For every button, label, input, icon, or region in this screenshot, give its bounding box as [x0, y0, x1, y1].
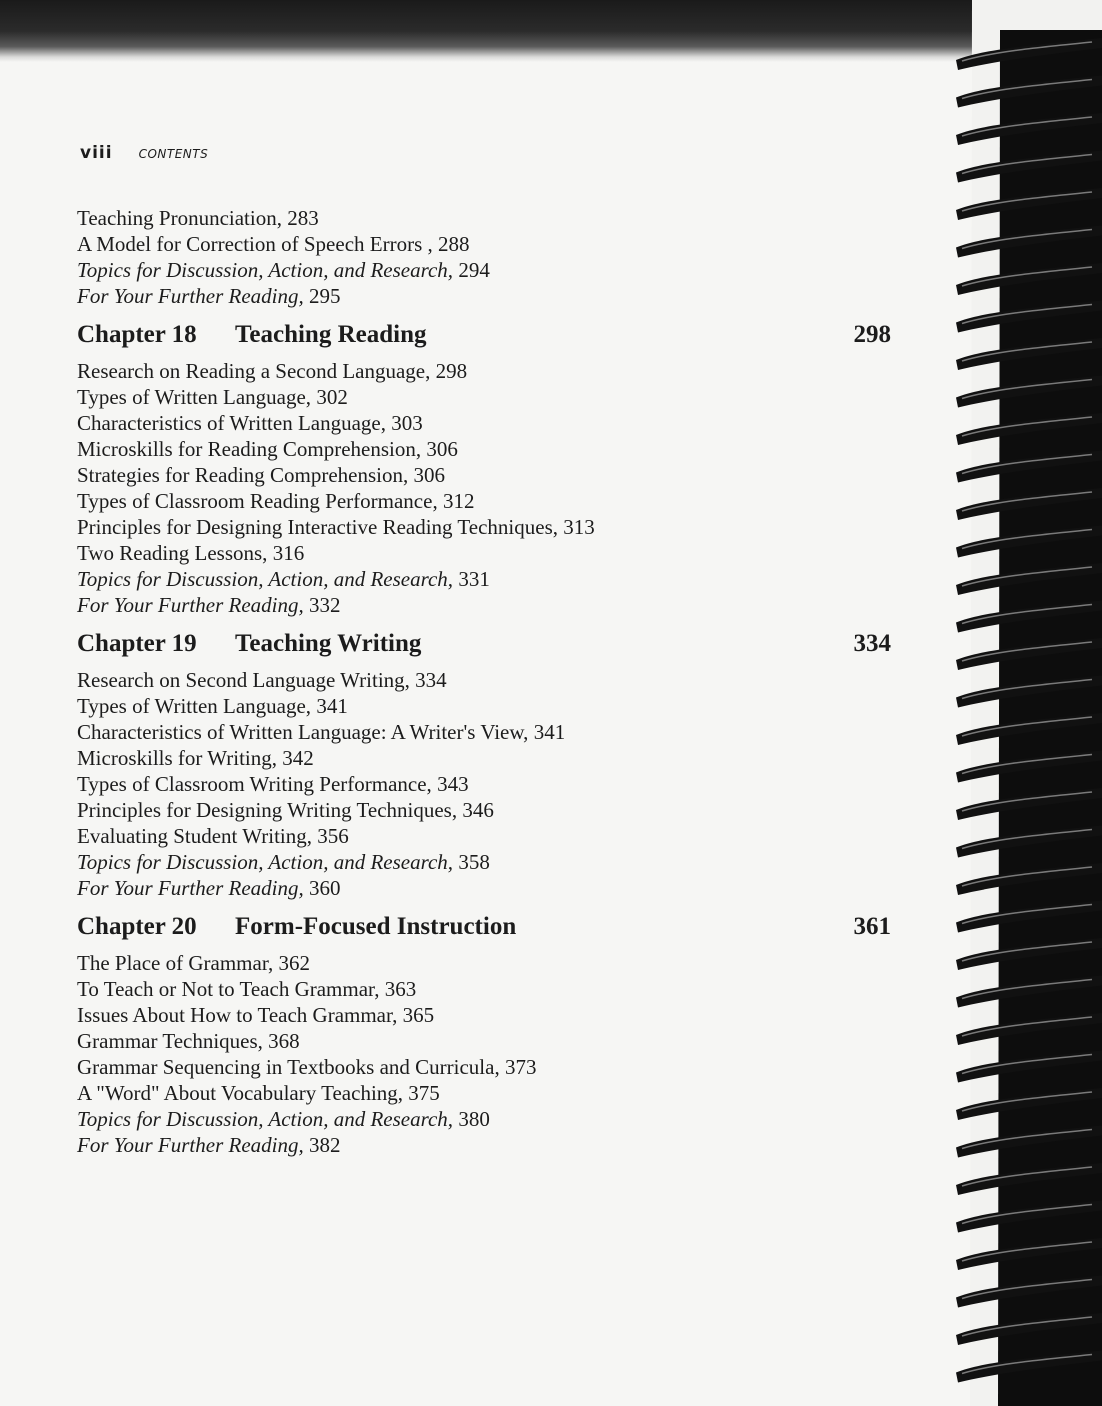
entry-title: Teaching Pronunciation, — [77, 206, 282, 230]
chapter-18-entries — [77, 358, 897, 618]
chapter-19-entries — [77, 667, 897, 901]
entry-page: 303 — [391, 411, 423, 435]
chapter-19-heading — [77, 629, 897, 659]
entry-page: 380 — [458, 1107, 490, 1131]
entry-page: 375 — [408, 1081, 440, 1105]
entry-title: Principles for Designing Interactive Reading Techniques, — [77, 515, 559, 539]
entry-page: 332 — [308, 593, 341, 617]
toc-entry — [77, 358, 897, 384]
entry-page: 373 — [504, 1055, 537, 1079]
scan-top-shadow — [0, 0, 1102, 62]
page-number: viii — [80, 143, 113, 163]
entry-title: Characteristics of Written Language: A Writer's View, — [77, 720, 529, 744]
chapter-20-heading — [77, 912, 897, 942]
entry-page: 298 — [435, 359, 468, 383]
toc-entry — [77, 875, 897, 901]
entry-page: 358 — [458, 850, 490, 874]
toc-entry — [77, 950, 897, 976]
entry-page: 341 — [533, 720, 566, 744]
toc-entry — [77, 410, 897, 436]
entry-title: For Your Further Reading, — [77, 1133, 304, 1157]
entry-page: 356 — [317, 824, 349, 848]
entry-title: Principles for Designing Writing Techniques, — [77, 798, 458, 822]
chapter-20-entries — [77, 950, 897, 1158]
intro-entries — [77, 205, 897, 309]
toc-entry — [77, 745, 897, 771]
chapter-title: Form-Focused Instruction — [235, 913, 517, 940]
toc-entry — [77, 1132, 897, 1158]
chapter-label: Chapter 20 — [77, 913, 197, 940]
entry-page: 312 — [442, 489, 475, 513]
entry-title: Issues About How to Teach Grammar, — [77, 1003, 398, 1027]
entry-title: To Teach or Not to Teach Grammar, — [77, 977, 380, 1001]
entry-title: Topics for Discussion, Action, and Research, — [77, 567, 454, 591]
entry-title: Types of Classroom Reading Performance, — [77, 489, 438, 513]
entry-title: A Model for Correction of Speech Errors , — [77, 232, 433, 256]
entry-page: 331 — [458, 567, 490, 591]
entry-page: 368 — [268, 1029, 300, 1053]
entry-title: Types of Written Language, — [77, 385, 312, 409]
chapter-page: 361 — [853, 913, 891, 940]
entry-title: Strategies for Reading Comprehension, — [77, 463, 409, 487]
entry-page: 288 — [438, 232, 470, 256]
entry-title: Microskills for Writing, — [77, 746, 278, 770]
entry-title: Types of Classroom Writing Performance, — [77, 772, 432, 796]
entry-title: Two Reading Lessons, — [77, 541, 268, 565]
entry-page: 343 — [437, 772, 469, 796]
entry-title: For Your Further Reading, — [77, 876, 304, 900]
toc-entry — [77, 436, 897, 462]
chapter-label: Chapter 19 — [77, 630, 197, 657]
toc-entry — [77, 976, 897, 1002]
chapter-page: 298 — [853, 321, 891, 348]
entry-page: 342 — [282, 746, 314, 770]
entry-title: Research on Reading a Second Language, — [77, 359, 431, 383]
toc-entry — [77, 283, 897, 309]
entry-title: Topics for Discussion, Action, and Research, — [77, 1107, 454, 1131]
toc-entry — [77, 231, 897, 257]
toc-entry — [77, 823, 897, 849]
entry-page: 295 — [308, 284, 341, 308]
entry-title: For Your Further Reading, — [77, 284, 304, 308]
toc-entry — [77, 1028, 897, 1054]
page-header — [80, 143, 208, 163]
entry-title: The Place of Grammar, — [77, 951, 274, 975]
entry-page: 365 — [402, 1003, 435, 1027]
toc-entry — [77, 1106, 897, 1132]
entry-page: 362 — [278, 951, 310, 975]
entry-page: 382 — [308, 1133, 341, 1157]
entry-title: A "Word" About Vocabulary Teaching, — [77, 1081, 404, 1105]
chapter-page: 334 — [853, 630, 891, 657]
toc-entry — [77, 592, 897, 618]
entry-title: Grammar Sequencing in Textbooks and Curricula, — [77, 1055, 500, 1079]
entry-page: 334 — [415, 668, 447, 692]
entry-title: Characteristics of Written Language, — [77, 411, 386, 435]
chapter-title: Teaching Writing — [235, 630, 422, 657]
entry-title: Topics for Discussion, Action, and Research, — [77, 850, 454, 874]
toc-entry — [77, 771, 897, 797]
entry-page: 306 — [426, 437, 458, 461]
entry-page: 306 — [413, 463, 446, 487]
toc-entry — [77, 667, 897, 693]
chapter-label: Chapter 18 — [77, 321, 197, 348]
toc-entry — [77, 719, 897, 745]
toc-entry — [77, 1054, 897, 1080]
chapter-18-heading — [77, 320, 897, 350]
entry-title: Microskills for Reading Comprehension, — [77, 437, 422, 461]
toc-entry — [77, 488, 897, 514]
entry-title: Grammar Techniques, — [77, 1029, 263, 1053]
entry-title: For Your Further Reading, — [77, 593, 304, 617]
entry-title: Topics for Discussion, Action, and Research, — [77, 258, 454, 282]
toc-entry — [77, 693, 897, 719]
entry-page: 341 — [316, 694, 348, 718]
entry-page: 363 — [384, 977, 417, 1001]
toc-entry — [77, 1002, 897, 1028]
running-head: CONTENTS — [138, 147, 209, 161]
chapter-title: Teaching Reading — [235, 321, 427, 348]
toc-entry — [77, 1080, 897, 1106]
toc-entry — [77, 205, 897, 231]
entry-page: 316 — [272, 541, 305, 565]
toc-entry — [77, 462, 897, 488]
entry-page: 302 — [316, 385, 348, 409]
toc-entry — [77, 540, 897, 566]
entry-title: Research on Second Language Writing, — [77, 668, 410, 692]
table-of-contents — [77, 205, 897, 1158]
entry-page: 346 — [462, 798, 494, 822]
toc-entry — [77, 566, 897, 592]
entry-page: 294 — [458, 258, 490, 282]
toc-entry — [77, 257, 897, 283]
toc-entry — [77, 514, 897, 540]
spiral-binding — [952, 0, 1102, 1406]
entry-title: Types of Written Language, — [77, 694, 312, 718]
entry-page: 283 — [287, 206, 319, 230]
entry-page: 360 — [308, 876, 341, 900]
entry-title: Evaluating Student Writing, — [77, 824, 312, 848]
toc-entry — [77, 797, 897, 823]
entry-page: 313 — [563, 515, 595, 539]
toc-entry — [77, 384, 897, 410]
toc-entry — [77, 849, 897, 875]
